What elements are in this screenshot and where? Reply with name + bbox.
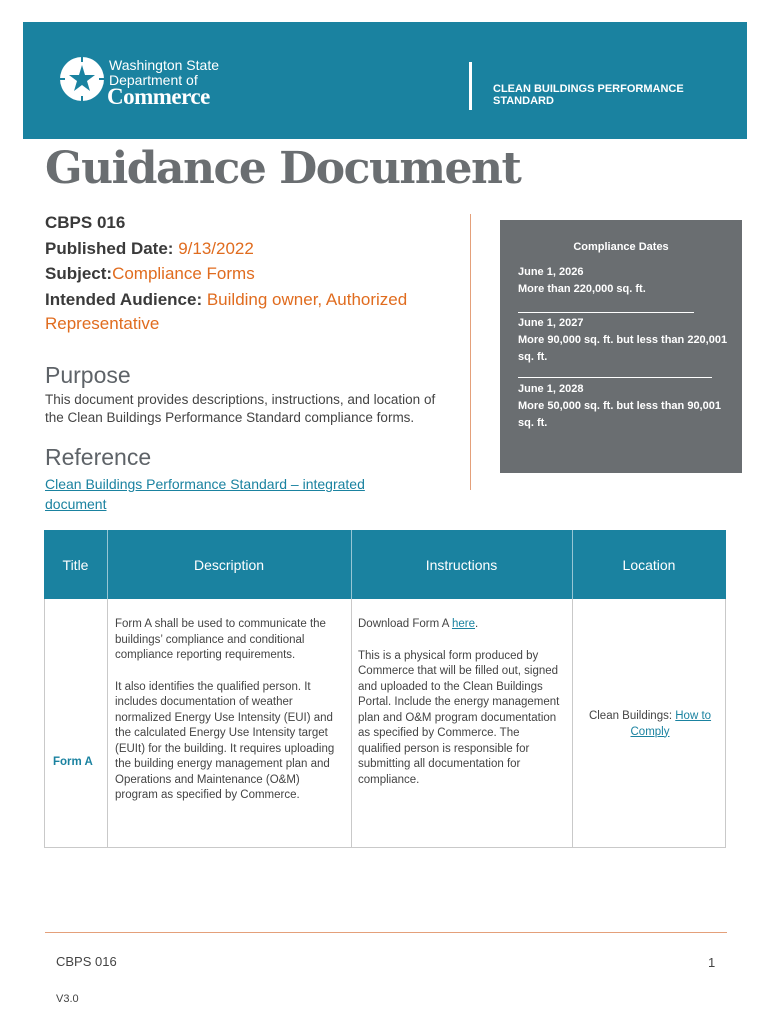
compliance-date-3 — [518, 381, 728, 432]
header-banner — [23, 22, 747, 139]
footer-rule — [45, 932, 727, 933]
banner-divider — [469, 62, 472, 110]
instructions-text — [358, 617, 564, 788]
compliance-date: June 1, 2027 — [518, 317, 584, 329]
subject-label: Subject: — [45, 264, 113, 283]
how-to-comply-link[interactable]: How to Comply — [630, 710, 712, 738]
table-cell-title — [44, 599, 107, 848]
page-number: 1 — [708, 955, 716, 970]
instructions-suffix: . — [475, 618, 479, 630]
description-paragraph-2: It also identifies the qualified person. It includes documentation of weather normalized Energy Use Intensity (EUI) and the calculated Energy Use Intensity target (EUIt) for the building. It requires uploading the building energy management plan and Operations and Maintenance (O&M) program as specified by Commerce. — [115, 680, 335, 801]
table-cell-instructions — [351, 599, 572, 848]
instructions-paragraph-1 — [358, 617, 564, 633]
logo-line-2: Department of — [109, 72, 198, 88]
location-prefix: Clean Buildings: — [588, 710, 676, 722]
column-divider — [470, 214, 471, 490]
compliance-date-2 — [518, 315, 728, 366]
description-text — [115, 617, 337, 804]
compliance-desc: More 90,000 sq. ft. but less than 220,001 sq. ft. — [518, 334, 728, 363]
compliance-heading: Compliance Dates — [573, 241, 669, 253]
compliance-date: June 1, 2028 — [518, 383, 584, 395]
logo-line-3: Commerce — [107, 84, 210, 109]
audience-label: Intended Audience: — [45, 290, 203, 309]
table-header-title: Title — [44, 530, 107, 599]
download-form-a-link[interactable]: here — [451, 618, 475, 630]
instructions-paragraph-2: This is a physical form produced by Commerce that will be filled out, signed and uploaded to the Clean Buildings Portal. Include the energy management plan and O&M program documentation as specified by Commerce. The qualified person is responsible for submitting all documentation for compliance. — [358, 649, 560, 786]
published-label: Published Date: — [45, 239, 174, 258]
subject — [45, 262, 445, 286]
footer-document-code: CBPS 016 — [56, 954, 117, 969]
table-border-right — [725, 599, 726, 848]
table-cell-description — [107, 599, 351, 848]
header-divider — [107, 530, 108, 599]
purpose-text: This document provides descriptions, instructions, and location of the Clean Buildings Performance Standard compliance forms. — [45, 392, 436, 425]
version-label: V3.0 — [56, 993, 79, 1005]
table-header-instructions: Instructions — [351, 530, 572, 599]
commerce-logo[interactable] — [59, 56, 229, 108]
intended-audience — [45, 288, 445, 336]
forms-table — [44, 530, 726, 848]
logo-line-1: Washington State — [109, 57, 219, 73]
compliance-separator — [518, 312, 694, 313]
star-sun-icon — [59, 56, 105, 102]
audience-value: Building owner, Authorized Representative — [45, 290, 408, 333]
table-header-location: Location — [572, 530, 726, 599]
compliance-desc: More than 220,000 sq. ft. — [518, 283, 646, 295]
description-paragraph-1: Form A shall be used to communicate the buildings’ compliance and conditional compliance reporting requirements. — [115, 618, 326, 661]
compliance-separator — [518, 377, 712, 378]
subject-value: Compliance Forms — [112, 264, 255, 283]
purpose-heading: Purpose — [45, 362, 131, 388]
location-text — [579, 709, 721, 740]
table-header-description: Description — [107, 530, 351, 599]
header-divider — [351, 530, 352, 599]
reference-link[interactable]: Clean Buildings Performance Standard – integrated document — [45, 476, 365, 512]
document-code: CBPS 016 — [45, 213, 126, 232]
reference-heading: Reference — [45, 444, 152, 470]
compliance-dates-box — [500, 220, 742, 473]
table-cell-location — [572, 599, 726, 848]
compliance-date: June 1, 2026 — [518, 266, 584, 278]
banner-title: CLEAN BUILDINGS PERFORMANCE STANDARD — [493, 83, 684, 107]
header-divider — [572, 530, 573, 599]
published-value: 9/13/2022 — [178, 239, 254, 258]
form-title: Form A — [53, 756, 93, 768]
compliance-date-1 — [518, 264, 728, 298]
compliance-desc: More 50,000 sq. ft. but less than 90,001 sq. ft. — [518, 400, 721, 429]
published-date — [45, 237, 445, 261]
instructions-prefix: Download Form A — [358, 618, 452, 630]
page-title: Guidance Document — [45, 143, 521, 194]
